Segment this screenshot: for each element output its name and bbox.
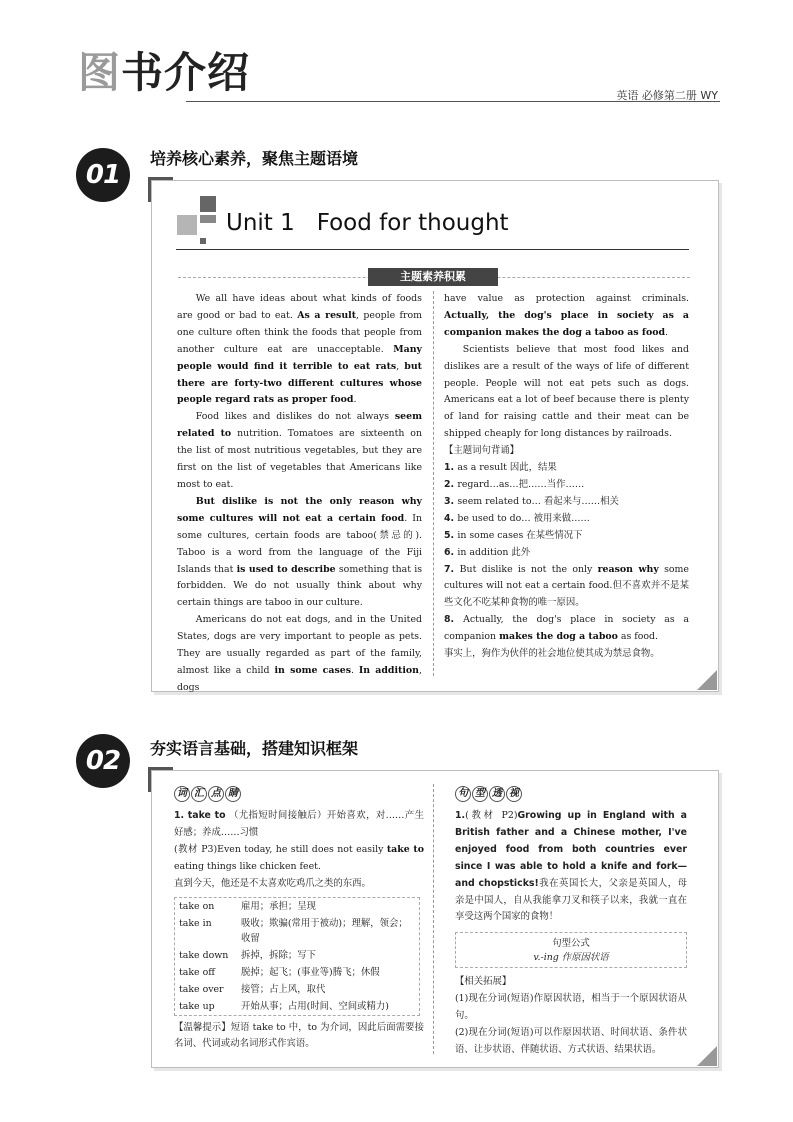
text-run: Food likes and dislikes do not always	[195, 411, 395, 423]
vocab-phrase: take over	[179, 983, 224, 995]
phrase-text: regard…as…把……当作……	[457, 478, 585, 490]
vocab-table-row	[175, 915, 419, 947]
vocab-example-en: eating things like chicken feet.	[174, 860, 321, 872]
phrase-item: 7. But dislike is not the only reason why some cultures will not eat a certain food.但不喜欢并不是某些文化不吃某种食物的唯一原因。	[444, 563, 689, 609]
reading-paragraph	[444, 342, 689, 443]
section-title-02: 夯实语言基础，搭建知识框架	[150, 739, 359, 758]
vocab-item	[174, 808, 424, 893]
phrase-number: 4.	[444, 512, 458, 524]
phrase-item	[444, 460, 689, 477]
sentence-column	[455, 786, 687, 1059]
reading-paragraph	[177, 494, 422, 612]
phrase-text: be used to do… 被用来做……	[457, 512, 590, 524]
reading-paragraph	[177, 409, 422, 494]
vocab-phrase: take off	[179, 966, 215, 978]
vocab-phrase: take on	[179, 900, 215, 912]
phrase-number: 2.	[444, 478, 458, 490]
sentence7-cn: 但不喜欢并不是某些文化不吃某种食物的唯一原因。	[444, 580, 689, 609]
vocab-example-en: take to	[386, 843, 424, 855]
tip-label: 【温馨提示】	[174, 1021, 231, 1033]
sentence-item	[455, 808, 687, 926]
sentence-tag-char: 型	[472, 786, 488, 802]
text-run: . In some cultures, certain foods are taboo(禁忌的). Taboo is a word from the language of the Fiji Islands that	[177, 512, 423, 575]
vocab-example-en: (教材 P3)Even today, he still does not easily	[174, 843, 387, 855]
sentence8-en: as food.	[617, 631, 658, 643]
text-run: As a result	[297, 309, 357, 321]
deco-square	[200, 196, 216, 212]
vocab-table-row	[175, 947, 419, 964]
unit-rule	[176, 249, 689, 250]
phrase-item	[444, 511, 689, 528]
section-badge-02: 02	[76, 734, 130, 788]
deco-square	[200, 215, 216, 223]
column-divider	[433, 784, 434, 1054]
vocab-phrase: take in	[179, 917, 212, 929]
reading-paragraph	[177, 291, 422, 409]
phrase-number: 5.	[444, 529, 458, 541]
phrases-heading: 【主题词句背诵】	[444, 445, 520, 457]
vocab-example-cn: 直到今天，他还是不太喜欢吃鸡爪之类的东西。	[174, 877, 371, 889]
box-corner	[148, 177, 173, 202]
text-run: ,	[396, 360, 405, 372]
vocab-tag	[174, 786, 424, 802]
sentence7-en: some cultures will not eat a certain food.	[444, 563, 689, 592]
sentence7-en: reason why	[597, 563, 659, 575]
sentence-en: Growing up in England with a British father and a Chinese mother, I've enjoyed food from both countries ever since I was able to hold a knife and fork—and chopsticks!	[455, 810, 687, 889]
text-run: Scientists believe that most food likes and dislikes are a result of the ways of life of different people. People will not eat pets such as dogs. Americans eat a lot of beef because there is plenty of land for raising cattle and their meat can be shipped cheaply for long distances by railroads.	[444, 343, 689, 440]
sentence-tag-char: 视	[506, 786, 522, 802]
box-corner	[148, 767, 173, 792]
sentence-tag-char: 透	[489, 786, 505, 802]
phrase-number: 1.	[444, 462, 458, 474]
extension-item: (2)现在分词(短语)可以作原因状语、时间状语、条件状语、让步状语、伴随状语、方式状语、结果状语。	[455, 1027, 687, 1055]
phrase-item	[444, 494, 689, 511]
page-header-title	[78, 48, 250, 98]
vocab-table-row	[175, 981, 419, 998]
vocab-column	[174, 786, 424, 1053]
phrase-item	[444, 545, 689, 562]
reading-paragraph	[177, 612, 422, 697]
vocab-item-head: 1. take to	[174, 810, 226, 821]
vocab-item-gloss: （尤指短时间接触后）开始喜欢，对……产生好感；养成……习惯	[174, 810, 424, 838]
tip	[174, 1020, 424, 1054]
vocab-tag-char: 点	[208, 786, 224, 802]
page-fold	[697, 1046, 717, 1066]
sentence-source: (教材 P2)	[465, 810, 518, 821]
sentence-tag-char: 句	[455, 786, 471, 802]
extension-heading: 【相关拓展】	[455, 976, 512, 988]
extension-item: (1)现在分词(短语)作原因状语，相当于一个原因状语从句。	[455, 993, 687, 1022]
sentence8-en: makes the dog a taboo	[499, 631, 618, 643]
section-badge-01: 01	[76, 148, 130, 202]
vocab-table-row	[175, 998, 419, 1015]
sentence-number: 1.	[455, 810, 466, 821]
vocab-phrase: take up	[179, 1000, 215, 1012]
vocab-meaning: 开始从事；占用(时间、空间或精力)	[241, 1000, 389, 1012]
phrase-item	[444, 477, 689, 494]
vocab-meaning: 吸收；欺骗(常用于被动)；理解，领会；收留	[241, 917, 408, 944]
unit-title: Unit 1 Food for thought	[226, 210, 509, 236]
formula-title: 句型公式	[552, 938, 590, 950]
text-run: .	[350, 664, 359, 676]
phrase-text: in some cases 在某些情况下	[457, 529, 583, 541]
text-run: nutrition. Tomatoes are sixteenth on the list of most nutritious vegetables, but they are first on the list of vegetables that Americans like most to eat.	[177, 428, 422, 490]
vocab-tag-char: 词	[174, 786, 190, 802]
deco-square	[177, 215, 197, 235]
text-run: in some cases	[274, 664, 351, 676]
text-run: seem related to	[177, 411, 422, 440]
vocab-meaning: 拆掉，拆除；写下	[241, 949, 317, 961]
vocab-phrase: take down	[179, 949, 229, 961]
vocab-phrase-table	[174, 897, 420, 1016]
formula-box	[455, 932, 687, 968]
sentence-cn: 我在英国长大，父亲是英国人，母亲是中国人，自从我能拿刀叉和筷子以来，我就一直在享受这两个国家的食物！	[455, 877, 687, 923]
reading-paragraph	[444, 291, 689, 342]
header-subtitle: 英语 必修第二册 WY	[616, 89, 718, 102]
phrase-text: seem related to… 看起来与……相关	[457, 495, 619, 507]
page-fold	[697, 670, 717, 690]
sentence7-en: But dislike is not the only	[459, 563, 598, 575]
text-run: .	[665, 326, 668, 338]
sentence8-cn: 事实上，狗作为伙伴的社会地位使其成为禁忌食物。	[444, 648, 660, 660]
vocab-tag-char: 汇	[191, 786, 207, 802]
phrase-number: 3.	[444, 495, 458, 507]
reading-right-column	[444, 291, 689, 663]
vocab-table-row	[175, 898, 419, 915]
section-title-01: 培养核心素养，聚焦主题语境	[150, 149, 359, 168]
formula-text: v.-ing 作原因状语	[533, 952, 609, 964]
phrase-number: 6.	[444, 546, 458, 558]
vocab-tag-char: 睛	[225, 786, 241, 802]
extension	[455, 974, 687, 1059]
section-banner: 主题素养积累	[368, 268, 498, 286]
text-run: , people from one culture often think the foods that people from another culture eat are unacceptable.	[177, 309, 422, 355]
sentence8-en: Actually, the dog's place in society as a companion	[444, 614, 690, 643]
text-run: In addition	[358, 664, 420, 676]
vocab-meaning: 脱掉；起飞；(事业等)腾飞；休假	[241, 966, 380, 978]
vocab-meaning: 接管；占上风，取代	[241, 983, 326, 995]
text-run: have value as protection against criminals.	[444, 293, 689, 304]
header-title-part2: 书介绍	[121, 48, 251, 97]
phrase-item	[444, 528, 689, 545]
phrase-text: in addition 此外	[457, 546, 531, 558]
text-run: Many people would find it terrible to eat rats	[177, 343, 422, 372]
vocab-meaning: 雇用；承担；呈现	[241, 900, 317, 912]
tip-text: 短语 take to 中，to 为介词，因此后面需要接名词、代词或动名词形式作宾语。	[174, 1021, 424, 1050]
phrase-item: 8. Actually, the dog's place in society as a companion makes the dog a taboo as food. 事实上，狗作为伙伴的社会地位使其成为禁忌食物。	[444, 614, 690, 660]
column-divider	[433, 291, 434, 676]
text-run: Americans do not eat dogs, and in the United States, dogs are very important to people as pets. They are usually regarded as part of the family, almost like a child	[177, 614, 422, 676]
phrase-text: as a result 因此，结果	[457, 462, 557, 474]
vocab-table-row	[175, 964, 419, 981]
text-run: We all have ideas about what kinds of foods are good or bad to eat.	[177, 293, 422, 321]
text-run: but there are forty-two different cultures whose people regard rats as proper food	[177, 360, 422, 406]
header-title-part1: 图	[78, 48, 122, 97]
text-run: is used to describe	[236, 563, 336, 575]
text-run: , dogs	[177, 664, 422, 693]
deco-square	[200, 238, 206, 244]
text-run: .	[353, 394, 357, 406]
text-run: Actually, the dog's place in society as a companion makes the dog a taboo as food	[444, 309, 689, 338]
text-run: But dislike is not the only reason why some cultures will not eat a certain food	[177, 495, 422, 524]
sentence-tag	[455, 786, 687, 802]
text-run: something that is forbidden. We do not usually think about why certain things are taboo in our culture.	[177, 563, 423, 609]
reading-left-column	[177, 291, 422, 697]
